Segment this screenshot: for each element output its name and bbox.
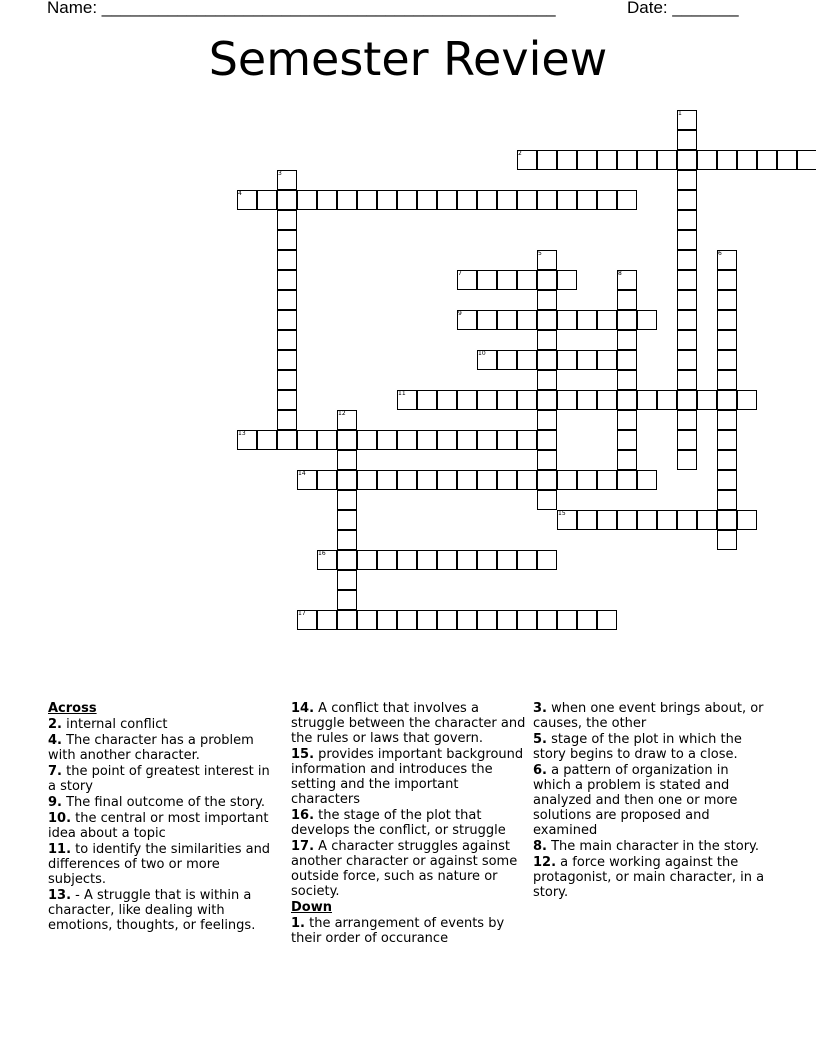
crossword-cell[interactable] xyxy=(677,330,697,350)
crossword-cell[interactable] xyxy=(417,610,437,630)
crossword-cell[interactable] xyxy=(277,410,297,430)
crossword-cell[interactable] xyxy=(257,430,277,450)
crossword-cell[interactable] xyxy=(597,310,617,330)
clue-number: 4. xyxy=(48,733,62,748)
crossword-cell[interactable] xyxy=(377,470,397,490)
clue-text: A conflict that involves a struggle between the character and the rules or laws that govern. xyxy=(291,701,526,746)
crossword-cell[interactable] xyxy=(677,510,697,530)
crossword-cell[interactable] xyxy=(497,350,517,370)
crossword-cell[interactable] xyxy=(717,410,737,430)
crossword-cell[interactable] xyxy=(557,310,577,330)
crossword-cell[interactable] xyxy=(337,510,357,530)
clue-number: 2. xyxy=(48,717,62,732)
crossword-cell[interactable] xyxy=(657,150,677,170)
crossword-cell[interactable] xyxy=(357,610,377,630)
down-heading: Down xyxy=(291,900,332,915)
clue-number: 7. xyxy=(48,764,62,779)
crossword-cell[interactable] xyxy=(437,190,457,210)
crossword-cell[interactable] xyxy=(277,350,297,370)
crossword-cell[interactable] xyxy=(637,390,657,410)
clue-text: a force working against the protagonist, or main character, in a story. xyxy=(533,855,765,900)
crossword-cell[interactable] xyxy=(737,390,757,410)
clue-number: 10. xyxy=(48,811,72,826)
clue-number: 14. xyxy=(291,701,315,716)
crossword-cell[interactable] xyxy=(477,310,497,330)
clue-number-label: 3 xyxy=(278,170,282,177)
crossword-cell[interactable] xyxy=(377,610,397,630)
clue-down-3 xyxy=(533,701,768,731)
crossword-cell[interactable] xyxy=(677,230,697,250)
crossword-cell[interactable] xyxy=(597,470,617,490)
clue-number-label: 15 xyxy=(558,510,566,517)
clue-number-label: 11 xyxy=(398,390,406,397)
crossword-cell[interactable] xyxy=(537,470,557,490)
clue-number-label: 9 xyxy=(458,310,462,317)
crossword-cell[interactable] xyxy=(497,310,517,330)
clue-across-7 xyxy=(48,764,273,794)
crossword-cell[interactable] xyxy=(617,430,637,450)
crossword-cell[interactable] xyxy=(517,550,537,570)
crossword-cell[interactable] xyxy=(797,150,816,170)
crossword-cell[interactable] xyxy=(437,430,457,450)
crossword-cell[interactable] xyxy=(737,510,757,530)
crossword-cell[interactable] xyxy=(617,370,637,390)
crossword-cell[interactable] xyxy=(297,190,317,210)
crossword-cell[interactable] xyxy=(417,550,437,570)
crossword-cell[interactable] xyxy=(317,470,337,490)
crossword-cell[interactable] xyxy=(477,550,497,570)
clue-number-label: 2 xyxy=(518,150,522,157)
crossword-cell[interactable] xyxy=(537,370,557,390)
crossword-cell[interactable] xyxy=(437,390,457,410)
crossword-cell[interactable] xyxy=(277,250,297,270)
crossword-cell[interactable] xyxy=(677,310,697,330)
crossword-cell[interactable] xyxy=(277,210,297,230)
crossword-cell[interactable] xyxy=(717,150,737,170)
crossword-cell[interactable] xyxy=(257,190,277,210)
clue-across-16 xyxy=(291,808,526,838)
clue-number-label: 5 xyxy=(538,250,542,257)
crossword-cell[interactable] xyxy=(537,270,557,290)
crossword-cell[interactable] xyxy=(617,470,637,490)
crossword-cell[interactable] xyxy=(277,230,297,250)
crossword-cell[interactable] xyxy=(597,610,617,630)
clue-down-1 xyxy=(291,916,526,946)
crossword-cell[interactable] xyxy=(537,450,557,470)
crossword-cell[interactable] xyxy=(337,530,357,550)
crossword-cell[interactable] xyxy=(637,310,657,330)
clue-across-15 xyxy=(291,747,526,807)
page-title: Semester Review xyxy=(208,32,608,86)
crossword-cell[interactable] xyxy=(517,190,537,210)
crossword-cell[interactable] xyxy=(537,150,557,170)
clue-number-label: 12 xyxy=(338,410,346,417)
crossword-cell[interactable] xyxy=(717,330,737,350)
crossword-cell[interactable] xyxy=(337,570,357,590)
crossword-cell[interactable] xyxy=(677,210,697,230)
crossword-cell[interactable] xyxy=(677,430,697,450)
crossword-cell[interactable] xyxy=(517,470,537,490)
crossword-cell[interactable] xyxy=(357,470,377,490)
clue-text: the point of greatest interest in a story xyxy=(48,764,270,794)
crossword-cell[interactable] xyxy=(697,390,717,410)
crossword-cell[interactable] xyxy=(677,390,697,410)
crossword-cell[interactable] xyxy=(657,390,677,410)
crossword-cell[interactable] xyxy=(777,150,797,170)
crossword-cell[interactable] xyxy=(717,510,737,530)
crossword-cell[interactable] xyxy=(417,470,437,490)
clue-number: 17. xyxy=(291,839,315,854)
clue-down-8 xyxy=(533,839,768,854)
crossword-cell[interactable] xyxy=(677,410,697,430)
clue-number: 13. xyxy=(48,888,72,903)
crossword-cell[interactable] xyxy=(617,350,637,370)
clue-number: 15. xyxy=(291,747,315,762)
crossword-cell[interactable] xyxy=(517,430,537,450)
clue-number: 6. xyxy=(533,763,547,778)
crossword-cell[interactable] xyxy=(277,330,297,350)
clue-number: 9. xyxy=(48,795,62,810)
crossword-cell[interactable] xyxy=(717,490,737,510)
crossword-cell[interactable] xyxy=(637,470,657,490)
clue-down-5 xyxy=(533,732,768,762)
crossword-cell[interactable] xyxy=(537,610,557,630)
across-heading: Across xyxy=(48,701,97,716)
crossword-cell[interactable] xyxy=(677,190,697,210)
crossword-cell[interactable] xyxy=(677,270,697,290)
crossword-cell[interactable] xyxy=(717,270,737,290)
crossword-cell[interactable] xyxy=(337,430,357,450)
crossword-cell[interactable] xyxy=(537,430,557,450)
crossword-cell[interactable] xyxy=(317,190,337,210)
crossword-cell[interactable] xyxy=(437,550,457,570)
crossword-cell[interactable] xyxy=(357,190,377,210)
crossword-cell[interactable] xyxy=(617,450,637,470)
crossword-cell[interactable] xyxy=(717,450,737,470)
crossword-cell[interactable] xyxy=(277,270,297,290)
clue-across-17 xyxy=(291,839,526,899)
clue-number: 3. xyxy=(533,701,547,716)
crossword-cell[interactable] xyxy=(577,150,597,170)
crossword-cell[interactable] xyxy=(277,390,297,410)
crossword-cell[interactable] xyxy=(617,190,637,210)
crossword-cell[interactable] xyxy=(457,390,477,410)
crossword-cell[interactable] xyxy=(617,310,637,330)
crossword-cell[interactable] xyxy=(537,410,557,430)
crossword-cell[interactable] xyxy=(697,150,717,170)
crossword-cell[interactable] xyxy=(577,390,597,410)
crossword-cell[interactable] xyxy=(617,390,637,410)
crossword-cell[interactable] xyxy=(577,470,597,490)
clue-text: provides important background information and introduces the setting and the important characters xyxy=(291,747,524,807)
crossword-cell[interactable] xyxy=(677,250,697,270)
crossword-cell[interactable] xyxy=(317,430,337,450)
crossword-cell[interactable] xyxy=(717,370,737,390)
crossword-cell[interactable] xyxy=(357,430,377,450)
crossword-cell[interactable] xyxy=(477,470,497,490)
crossword-cell[interactable] xyxy=(597,390,617,410)
crossword-cell[interactable] xyxy=(617,150,637,170)
clue-number: 11. xyxy=(48,842,72,857)
name-field-line: Name: ________________________________________________ xyxy=(47,0,556,17)
crossword-cell[interactable] xyxy=(557,190,577,210)
crossword-cell[interactable] xyxy=(457,190,477,210)
crossword-cell[interactable] xyxy=(677,150,697,170)
crossword-cell[interactable] xyxy=(377,430,397,450)
crossword-cell[interactable] xyxy=(337,550,357,570)
clue-text: - A struggle that is within a character, like dealing with emotions, thoughts, or feelings. xyxy=(48,888,256,933)
crossword-cell[interactable] xyxy=(717,470,737,490)
crossword-cell[interactable] xyxy=(577,350,597,370)
crossword-cell[interactable] xyxy=(337,470,357,490)
clue-across-9 xyxy=(48,795,273,810)
crossword-cell[interactable] xyxy=(477,270,497,290)
crossword-cell[interactable] xyxy=(557,610,577,630)
crossword-cell[interactable] xyxy=(677,350,697,370)
crossword-cell[interactable] xyxy=(557,390,577,410)
crossword-cell[interactable] xyxy=(437,470,457,490)
crossword-cell[interactable] xyxy=(277,190,297,210)
crossword-cell[interactable] xyxy=(337,590,357,610)
crossword-cell[interactable] xyxy=(637,150,657,170)
clue-text: stage of the plot in which the story begins to draw to a close. xyxy=(533,732,742,762)
date-field-line: Date: _______ xyxy=(627,0,739,17)
clue-number: 1. xyxy=(291,916,305,931)
clue-across-11 xyxy=(48,842,273,887)
clue-text: internal conflict xyxy=(61,717,168,732)
crossword-cell[interactable] xyxy=(537,350,557,370)
crossword-cell[interactable] xyxy=(717,350,737,370)
crossword-cell[interactable] xyxy=(577,190,597,210)
crossword-cell[interactable] xyxy=(377,190,397,210)
clue-number-label: 14 xyxy=(298,470,306,477)
crossword-cell[interactable] xyxy=(677,130,697,150)
crossword-cell[interactable] xyxy=(517,610,537,630)
clue-across-4 xyxy=(48,733,273,763)
crossword-cell[interactable] xyxy=(717,390,737,410)
crossword-cell[interactable] xyxy=(597,190,617,210)
clues-column-2 xyxy=(291,701,526,947)
clue-number-label: 8 xyxy=(618,270,622,277)
crossword-cell[interactable] xyxy=(617,410,637,430)
crossword-cell[interactable] xyxy=(557,350,577,370)
crossword-cell[interactable] xyxy=(657,510,677,530)
clue-number: 5. xyxy=(533,732,547,747)
crossword-cell[interactable] xyxy=(277,310,297,330)
clue-number-label: 6 xyxy=(718,250,722,257)
crossword-cell[interactable] xyxy=(537,550,557,570)
crossword-cell[interactable] xyxy=(357,550,377,570)
clue-text: the stage of the plot that develops the conflict, or struggle xyxy=(291,808,506,838)
crossword-cell[interactable] xyxy=(497,270,517,290)
crossword-cell[interactable] xyxy=(337,610,357,630)
crossword-cell[interactable] xyxy=(517,390,537,410)
crossword-cell[interactable] xyxy=(477,430,497,450)
clue-number-label: 4 xyxy=(238,190,242,197)
crossword-cell[interactable] xyxy=(577,310,597,330)
clue-number: 16. xyxy=(291,808,315,823)
clue-number-label: 1 xyxy=(678,110,682,117)
crossword-cell[interactable] xyxy=(417,430,437,450)
crossword-cell[interactable] xyxy=(497,610,517,630)
crossword-cell[interactable] xyxy=(717,530,737,550)
crossword-cell[interactable] xyxy=(637,510,657,530)
crossword-cell[interactable] xyxy=(557,150,577,170)
crossword-cell[interactable] xyxy=(757,150,777,170)
clue-text: the arrangement of events by their order of occurance xyxy=(291,916,505,946)
crossword-cell[interactable] xyxy=(417,390,437,410)
clue-text: A character struggles against another character or against some outside force, such as nature or society. xyxy=(291,839,518,899)
crossword-cell[interactable] xyxy=(337,490,357,510)
crossword-cell[interactable] xyxy=(697,510,717,530)
clue-number-label: 16 xyxy=(318,550,326,557)
crossword-cell[interactable] xyxy=(537,310,557,330)
crossword-cell[interactable] xyxy=(577,610,597,630)
crossword-cell[interactable] xyxy=(277,430,297,450)
crossword-cell[interactable] xyxy=(597,510,617,530)
crossword-cell[interactable] xyxy=(597,350,617,370)
clue-text: when one event brings about, or causes, the other xyxy=(533,701,764,731)
clue-number: 8. xyxy=(533,839,547,854)
crossword-cell[interactable] xyxy=(277,370,297,390)
crossword-cell[interactable] xyxy=(377,550,397,570)
clues-column-1 xyxy=(48,701,273,934)
crossword-cell[interactable] xyxy=(337,450,357,470)
crossword-cell[interactable] xyxy=(457,430,477,450)
crossword-cell[interactable] xyxy=(517,310,537,330)
crossword-cell[interactable] xyxy=(417,190,437,210)
crossword-cell[interactable] xyxy=(577,510,597,530)
crossword-cell[interactable] xyxy=(397,470,417,490)
crossword-cell[interactable] xyxy=(517,270,537,290)
clue-text: The character has a problem with another character. xyxy=(48,733,254,763)
crossword-cell[interactable] xyxy=(497,190,517,210)
clue-text: to identify the similarities and differences of two or more subjects. xyxy=(48,842,271,887)
crossword-cell[interactable] xyxy=(597,150,617,170)
crossword-cell[interactable] xyxy=(397,430,417,450)
crossword-cell[interactable] xyxy=(437,610,457,630)
clue-text: the central or most important idea about a topic xyxy=(48,811,269,841)
crossword-cell[interactable] xyxy=(537,190,557,210)
crossword-cell[interactable] xyxy=(477,610,497,630)
crossword-cell[interactable] xyxy=(297,430,317,450)
clue-across-13 xyxy=(48,888,273,933)
crossword-cell[interactable] xyxy=(617,330,637,350)
clue-number-label: 7 xyxy=(458,270,462,277)
crossword-cell[interactable] xyxy=(277,290,297,310)
crossword-cell[interactable] xyxy=(457,470,477,490)
clue-down-6 xyxy=(533,763,768,838)
crossword-cell[interactable] xyxy=(677,450,697,470)
crossword-cell[interactable] xyxy=(677,370,697,390)
crossword-cell[interactable] xyxy=(737,150,757,170)
crossword-cell[interactable] xyxy=(557,270,577,290)
crossword-cell[interactable] xyxy=(497,550,517,570)
clue-number-label: 10 xyxy=(478,350,486,357)
crossword-cell[interactable] xyxy=(717,430,737,450)
crossword-cell[interactable] xyxy=(337,190,357,210)
clue-number: 12. xyxy=(533,855,557,870)
clue-text: The main character in the story. xyxy=(546,839,760,854)
clue-across-10 xyxy=(48,811,273,841)
crossword-cell[interactable] xyxy=(457,550,477,570)
crossword-cell[interactable] xyxy=(537,490,557,510)
crossword-cell[interactable] xyxy=(457,610,477,630)
crossword-cell[interactable] xyxy=(537,390,557,410)
clues-column-3 xyxy=(533,701,768,901)
crossword-cell[interactable] xyxy=(397,550,417,570)
clue-number-label: 17 xyxy=(298,610,306,617)
crossword-cell[interactable] xyxy=(477,390,497,410)
clue-down-12 xyxy=(533,855,768,900)
clue-text: The final outcome of the story. xyxy=(61,795,266,810)
crossword-cell[interactable] xyxy=(317,610,337,630)
crossword-cell[interactable] xyxy=(537,330,557,350)
crossword-cell[interactable] xyxy=(497,470,517,490)
crossword-cell[interactable] xyxy=(617,510,637,530)
crossword-cell[interactable] xyxy=(497,390,517,410)
crossword-cell[interactable] xyxy=(617,290,637,310)
crossword-cell[interactable] xyxy=(677,170,697,190)
crossword-cell[interactable] xyxy=(477,190,497,210)
crossword-cell[interactable] xyxy=(497,430,517,450)
crossword-cell[interactable] xyxy=(557,470,577,490)
crossword-cell[interactable] xyxy=(397,610,417,630)
clue-text: a pattern of organization in which a problem is stated and analyzed and then one or more solutions are proposed and examined xyxy=(533,763,738,838)
crossword-cell[interactable] xyxy=(717,290,737,310)
crossword-cell[interactable] xyxy=(537,290,557,310)
crossword-cell[interactable] xyxy=(397,190,417,210)
clue-number-label: 13 xyxy=(238,430,246,437)
clue-across-14 xyxy=(291,701,526,746)
crossword-cell[interactable] xyxy=(517,350,537,370)
clue-across-2 xyxy=(48,717,273,732)
crossword-cell[interactable] xyxy=(677,290,697,310)
crossword-cell[interactable] xyxy=(717,310,737,330)
